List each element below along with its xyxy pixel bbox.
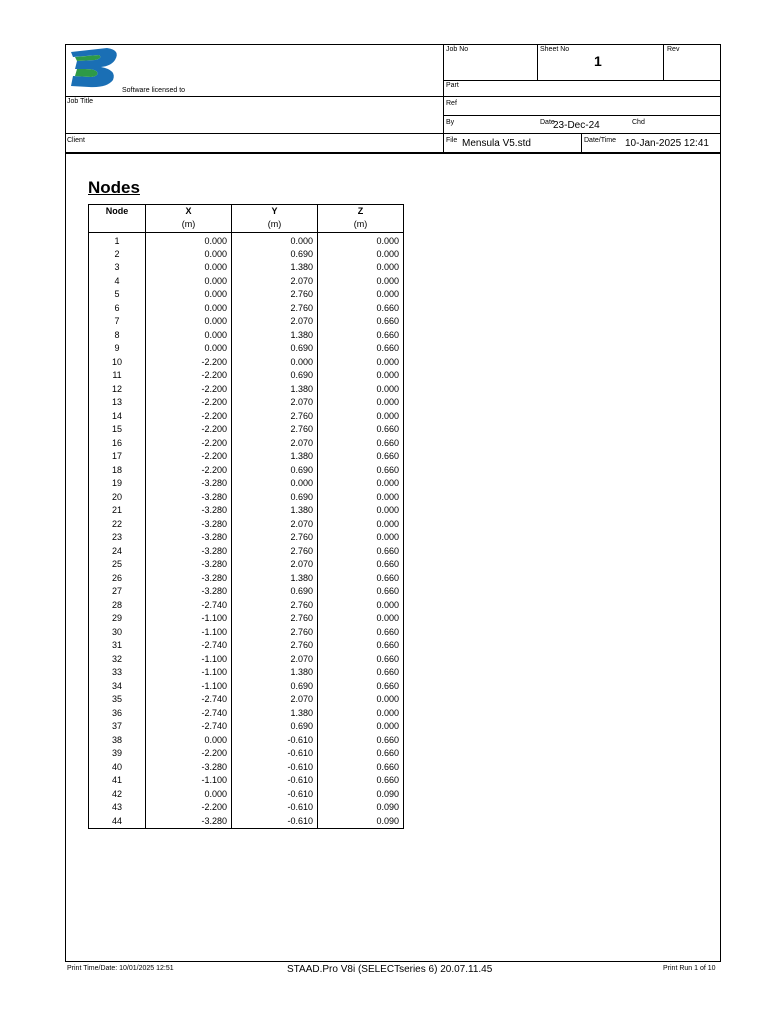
table-row <box>89 518 404 532</box>
x-coordinate-cell: -3.280 <box>146 477 232 491</box>
table-row <box>89 383 404 397</box>
y-coordinate-cell: 2.760 <box>232 302 318 316</box>
z-coordinate-cell: 0.000 <box>318 261 404 275</box>
y-coordinate-cell: 2.070 <box>232 518 318 532</box>
y-coordinate-cell: 2.070 <box>232 396 318 410</box>
y-coordinate-cell: 1.380 <box>232 666 318 680</box>
header-divider <box>443 80 721 81</box>
table-row <box>89 248 404 262</box>
y-coordinate-cell: 0.000 <box>232 356 318 370</box>
node-id-cell: 33 <box>89 666 146 680</box>
z-coordinate-cell: 0.660 <box>318 639 404 653</box>
y-coordinate-cell: -0.610 <box>232 788 318 802</box>
table-row <box>89 450 404 464</box>
node-id-cell: 16 <box>89 437 146 451</box>
node-id-cell: 40 <box>89 761 146 775</box>
y-coordinate-cell: 0.690 <box>232 369 318 383</box>
z-coordinate-cell: 0.660 <box>318 572 404 586</box>
x-coordinate-cell: -3.280 <box>146 761 232 775</box>
y-coordinate-cell: -0.610 <box>232 801 318 815</box>
x-coordinate-cell: -1.100 <box>146 680 232 694</box>
x-coordinate-cell: -2.200 <box>146 410 232 424</box>
node-id-cell: 10 <box>89 356 146 370</box>
z-coordinate-cell: 0.000 <box>318 599 404 613</box>
table-row <box>89 788 404 802</box>
y-coordinate-cell: 2.760 <box>232 599 318 613</box>
z-coordinate-cell: 0.000 <box>318 504 404 518</box>
unit-x: (m) <box>146 218 232 232</box>
z-coordinate-cell: 0.000 <box>318 396 404 410</box>
table-row <box>89 612 404 626</box>
print-time: Print Time/Date: 10/01/2025 12:51 <box>67 965 174 972</box>
y-coordinate-cell: 1.380 <box>232 261 318 275</box>
x-coordinate-cell: 0.000 <box>146 342 232 356</box>
y-coordinate-cell: 2.070 <box>232 437 318 451</box>
node-id-cell: 2 <box>89 248 146 262</box>
z-coordinate-cell: 0.660 <box>318 734 404 748</box>
node-id-cell: 9 <box>89 342 146 356</box>
y-coordinate-cell: 0.000 <box>232 477 318 491</box>
header-divider <box>663 44 664 80</box>
z-coordinate-cell: 0.660 <box>318 329 404 343</box>
x-coordinate-cell: 0.000 <box>146 315 232 329</box>
node-id-cell: 25 <box>89 558 146 572</box>
table-row <box>89 329 404 343</box>
node-id-cell: 6 <box>89 302 146 316</box>
table-row <box>89 815 404 829</box>
x-coordinate-cell: -1.100 <box>146 666 232 680</box>
y-coordinate-cell: 0.000 <box>232 232 318 248</box>
col-header-y: Y <box>232 205 318 219</box>
z-coordinate-cell: 0.660 <box>318 545 404 559</box>
z-coordinate-cell: 0.090 <box>318 801 404 815</box>
y-coordinate-cell: 2.760 <box>232 288 318 302</box>
node-id-cell: 20 <box>89 491 146 505</box>
z-coordinate-cell: 0.000 <box>318 275 404 289</box>
table-row <box>89 545 404 559</box>
y-coordinate-cell: 2.070 <box>232 693 318 707</box>
node-id-cell: 19 <box>89 477 146 491</box>
table-row <box>89 261 404 275</box>
y-coordinate-cell: -0.610 <box>232 747 318 761</box>
table-row <box>89 410 404 424</box>
ref-label: Ref <box>446 100 457 107</box>
z-coordinate-cell: 0.660 <box>318 666 404 680</box>
y-coordinate-cell: 0.690 <box>232 680 318 694</box>
z-coordinate-cell: 0.000 <box>318 693 404 707</box>
z-coordinate-cell: 0.090 <box>318 788 404 802</box>
table-row <box>89 302 404 316</box>
x-coordinate-cell: -2.740 <box>146 599 232 613</box>
table-row <box>89 774 404 788</box>
x-coordinate-cell: 0.000 <box>146 788 232 802</box>
node-id-cell: 5 <box>89 288 146 302</box>
x-coordinate-cell: 0.000 <box>146 232 232 248</box>
header-divider <box>65 133 721 134</box>
sheet-no-label: Sheet No <box>540 46 570 53</box>
table-row <box>89 599 404 613</box>
z-coordinate-cell: 0.660 <box>318 558 404 572</box>
y-coordinate-cell: 0.690 <box>232 342 318 356</box>
y-coordinate-cell: 2.760 <box>232 531 318 545</box>
table-row <box>89 342 404 356</box>
job-no-label: Job No <box>446 46 469 53</box>
header-divider <box>65 96 721 97</box>
file-label: File <box>446 137 458 144</box>
z-coordinate-cell: 0.660 <box>318 437 404 451</box>
y-coordinate-cell: 1.380 <box>232 707 318 721</box>
z-coordinate-cell: 0.660 <box>318 464 404 478</box>
x-coordinate-cell: -2.200 <box>146 464 232 478</box>
chd-label: Chd <box>632 119 645 126</box>
table-row <box>89 491 404 505</box>
table-row <box>89 288 404 302</box>
part-label: Part <box>446 82 459 89</box>
node-id-cell: 37 <box>89 720 146 734</box>
table-row <box>89 315 404 329</box>
table-units-row <box>89 218 404 232</box>
z-coordinate-cell: 0.660 <box>318 626 404 640</box>
table-row <box>89 639 404 653</box>
table-row <box>89 232 404 248</box>
y-coordinate-cell: 2.070 <box>232 315 318 329</box>
x-coordinate-cell: -3.280 <box>146 815 232 829</box>
z-coordinate-cell: 0.660 <box>318 653 404 667</box>
x-coordinate-cell: -1.100 <box>146 612 232 626</box>
x-coordinate-cell: 0.000 <box>146 261 232 275</box>
x-coordinate-cell: 0.000 <box>146 288 232 302</box>
node-id-cell: 21 <box>89 504 146 518</box>
x-coordinate-cell: -2.740 <box>146 707 232 721</box>
table-row <box>89 720 404 734</box>
x-coordinate-cell: -2.200 <box>146 396 232 410</box>
rev-label: Rev <box>667 46 680 53</box>
x-coordinate-cell: -1.100 <box>146 774 232 788</box>
node-id-cell: 12 <box>89 383 146 397</box>
table-row <box>89 666 404 680</box>
z-coordinate-cell: 0.660 <box>318 423 404 437</box>
node-id-cell: 14 <box>89 410 146 424</box>
x-coordinate-cell: 0.000 <box>146 734 232 748</box>
z-coordinate-cell: 0.000 <box>318 410 404 424</box>
z-coordinate-cell: 0.660 <box>318 302 404 316</box>
node-id-cell: 26 <box>89 572 146 586</box>
y-coordinate-cell: 0.690 <box>232 464 318 478</box>
z-coordinate-cell: 0.660 <box>318 761 404 775</box>
z-coordinate-cell: 0.000 <box>318 707 404 721</box>
col-header-x: X <box>146 205 232 219</box>
date-label: Date <box>540 119 555 126</box>
node-id-cell: 28 <box>89 599 146 613</box>
table-row <box>89 396 404 410</box>
z-coordinate-cell: 0.000 <box>318 518 404 532</box>
x-coordinate-cell: -3.280 <box>146 518 232 532</box>
x-coordinate-cell: -2.740 <box>146 693 232 707</box>
table-row <box>89 761 404 775</box>
y-coordinate-cell: 2.760 <box>232 626 318 640</box>
node-id-cell: 22 <box>89 518 146 532</box>
table-row <box>89 356 404 370</box>
node-id-cell: 3 <box>89 261 146 275</box>
y-coordinate-cell: 2.760 <box>232 639 318 653</box>
table-row <box>89 680 404 694</box>
y-coordinate-cell: 2.760 <box>232 545 318 559</box>
col-header-z: Z <box>318 205 404 219</box>
z-coordinate-cell: 0.000 <box>318 477 404 491</box>
date-value: 23-Dec-24 <box>553 120 600 131</box>
table-row <box>89 585 404 599</box>
y-coordinate-cell: 1.380 <box>232 383 318 397</box>
table-row <box>89 558 404 572</box>
node-id-cell: 8 <box>89 329 146 343</box>
node-id-cell: 13 <box>89 396 146 410</box>
node-id-cell: 1 <box>89 232 146 248</box>
x-coordinate-cell: -3.280 <box>146 572 232 586</box>
table-header-row <box>89 205 404 219</box>
x-coordinate-cell: 0.000 <box>146 329 232 343</box>
node-id-cell: 7 <box>89 315 146 329</box>
y-coordinate-cell: 2.760 <box>232 410 318 424</box>
table-row <box>89 464 404 478</box>
client-label: Client <box>67 137 85 144</box>
datetime-value: 10-Jan-2025 12:41 <box>625 138 709 149</box>
y-coordinate-cell: 1.380 <box>232 329 318 343</box>
y-coordinate-cell: 2.070 <box>232 275 318 289</box>
z-coordinate-cell: 0.660 <box>318 585 404 599</box>
table-row <box>89 437 404 451</box>
table-row <box>89 747 404 761</box>
node-id-cell: 23 <box>89 531 146 545</box>
x-coordinate-cell: -2.200 <box>146 450 232 464</box>
nodes-table <box>88 204 404 829</box>
z-coordinate-cell: 0.090 <box>318 815 404 829</box>
table-row <box>89 801 404 815</box>
y-coordinate-cell: 0.690 <box>232 248 318 262</box>
y-coordinate-cell: -0.610 <box>232 815 318 829</box>
x-coordinate-cell: -2.200 <box>146 356 232 370</box>
z-coordinate-cell: 0.660 <box>318 315 404 329</box>
x-coordinate-cell: -2.200 <box>146 801 232 815</box>
y-coordinate-cell: 2.070 <box>232 653 318 667</box>
x-coordinate-cell: -2.200 <box>146 423 232 437</box>
y-coordinate-cell: 1.380 <box>232 572 318 586</box>
table-row <box>89 734 404 748</box>
z-coordinate-cell: 0.000 <box>318 248 404 262</box>
x-coordinate-cell: -3.280 <box>146 545 232 559</box>
z-coordinate-cell: 0.000 <box>318 720 404 734</box>
table-row <box>89 653 404 667</box>
z-coordinate-cell: 0.660 <box>318 680 404 694</box>
z-coordinate-cell: 0.000 <box>318 232 404 248</box>
node-id-cell: 39 <box>89 747 146 761</box>
node-id-cell: 34 <box>89 680 146 694</box>
y-coordinate-cell: -0.610 <box>232 774 318 788</box>
header-divider <box>443 115 721 116</box>
x-coordinate-cell: -3.280 <box>146 585 232 599</box>
file-value: Mensula V5.std <box>462 138 531 149</box>
y-coordinate-cell: 2.760 <box>232 423 318 437</box>
table-row <box>89 572 404 586</box>
table-row <box>89 477 404 491</box>
header-divider <box>65 152 721 154</box>
z-coordinate-cell: 0.660 <box>318 747 404 761</box>
node-id-cell: 43 <box>89 801 146 815</box>
table-row <box>89 626 404 640</box>
software-version: STAAD.Pro V8i (SELECTseries 6) 20.07.11.45 <box>287 964 493 975</box>
x-coordinate-cell: -3.280 <box>146 491 232 505</box>
unit-z: (m) <box>318 218 404 232</box>
z-coordinate-cell: 0.000 <box>318 356 404 370</box>
node-id-cell: 24 <box>89 545 146 559</box>
node-id-cell: 29 <box>89 612 146 626</box>
y-coordinate-cell: -0.610 <box>232 734 318 748</box>
node-id-cell: 30 <box>89 626 146 640</box>
x-coordinate-cell: -3.280 <box>146 558 232 572</box>
bentley-logo <box>67 46 123 90</box>
node-id-cell: 44 <box>89 815 146 829</box>
x-coordinate-cell: -2.200 <box>146 369 232 383</box>
x-coordinate-cell: 0.000 <box>146 248 232 262</box>
y-coordinate-cell: -0.610 <box>232 761 318 775</box>
datetime-label: Date/Time <box>584 137 617 144</box>
node-id-cell: 36 <box>89 707 146 721</box>
z-coordinate-cell: 0.000 <box>318 369 404 383</box>
x-coordinate-cell: 0.000 <box>146 275 232 289</box>
sheet-no-value: 1 <box>594 53 602 69</box>
node-id-cell: 15 <box>89 423 146 437</box>
node-id-cell: 42 <box>89 788 146 802</box>
header-divider <box>581 133 582 153</box>
y-coordinate-cell: 1.380 <box>232 504 318 518</box>
node-id-cell: 41 <box>89 774 146 788</box>
x-coordinate-cell: -2.200 <box>146 747 232 761</box>
x-coordinate-cell: -1.100 <box>146 626 232 640</box>
table-row <box>89 693 404 707</box>
print-run: Print Run 1 of 10 <box>663 965 716 972</box>
table-row <box>89 504 404 518</box>
z-coordinate-cell: 0.000 <box>318 383 404 397</box>
z-coordinate-cell: 0.000 <box>318 491 404 505</box>
section-title: Nodes <box>88 178 140 197</box>
x-coordinate-cell: 0.000 <box>146 302 232 316</box>
node-id-cell: 4 <box>89 275 146 289</box>
header-divider <box>537 44 538 80</box>
y-coordinate-cell: 2.760 <box>232 612 318 626</box>
node-id-cell: 11 <box>89 369 146 383</box>
node-id-cell: 18 <box>89 464 146 478</box>
x-coordinate-cell: -2.200 <box>146 437 232 451</box>
z-coordinate-cell: 0.000 <box>318 288 404 302</box>
node-id-cell: 35 <box>89 693 146 707</box>
z-coordinate-cell: 0.660 <box>318 342 404 356</box>
unit-node <box>89 218 146 232</box>
z-coordinate-cell: 0.000 <box>318 531 404 545</box>
x-coordinate-cell: -3.280 <box>146 531 232 545</box>
job-title-label: Job Title <box>67 98 94 105</box>
x-coordinate-cell: -2.740 <box>146 720 232 734</box>
table-row <box>89 707 404 721</box>
header-divider <box>443 44 444 154</box>
col-header-node: Node <box>89 205 146 219</box>
by-label: By <box>446 119 455 126</box>
table-row <box>89 531 404 545</box>
y-coordinate-cell: 2.070 <box>232 558 318 572</box>
node-id-cell: 38 <box>89 734 146 748</box>
node-id-cell: 27 <box>89 585 146 599</box>
table-row <box>89 369 404 383</box>
y-coordinate-cell: 0.690 <box>232 585 318 599</box>
table-row <box>89 275 404 289</box>
node-id-cell: 17 <box>89 450 146 464</box>
x-coordinate-cell: -3.280 <box>146 504 232 518</box>
software-licensed-label: Software licensed to <box>122 87 186 94</box>
node-id-cell: 31 <box>89 639 146 653</box>
table-row <box>89 423 404 437</box>
y-coordinate-cell: 0.690 <box>232 720 318 734</box>
x-coordinate-cell: -2.740 <box>146 639 232 653</box>
unit-y: (m) <box>232 218 318 232</box>
y-coordinate-cell: 0.690 <box>232 491 318 505</box>
z-coordinate-cell: 0.660 <box>318 450 404 464</box>
x-coordinate-cell: -2.200 <box>146 383 232 397</box>
z-coordinate-cell: 0.000 <box>318 612 404 626</box>
y-coordinate-cell: 1.380 <box>232 450 318 464</box>
z-coordinate-cell: 0.660 <box>318 774 404 788</box>
node-id-cell: 32 <box>89 653 146 667</box>
x-coordinate-cell: -1.100 <box>146 653 232 667</box>
